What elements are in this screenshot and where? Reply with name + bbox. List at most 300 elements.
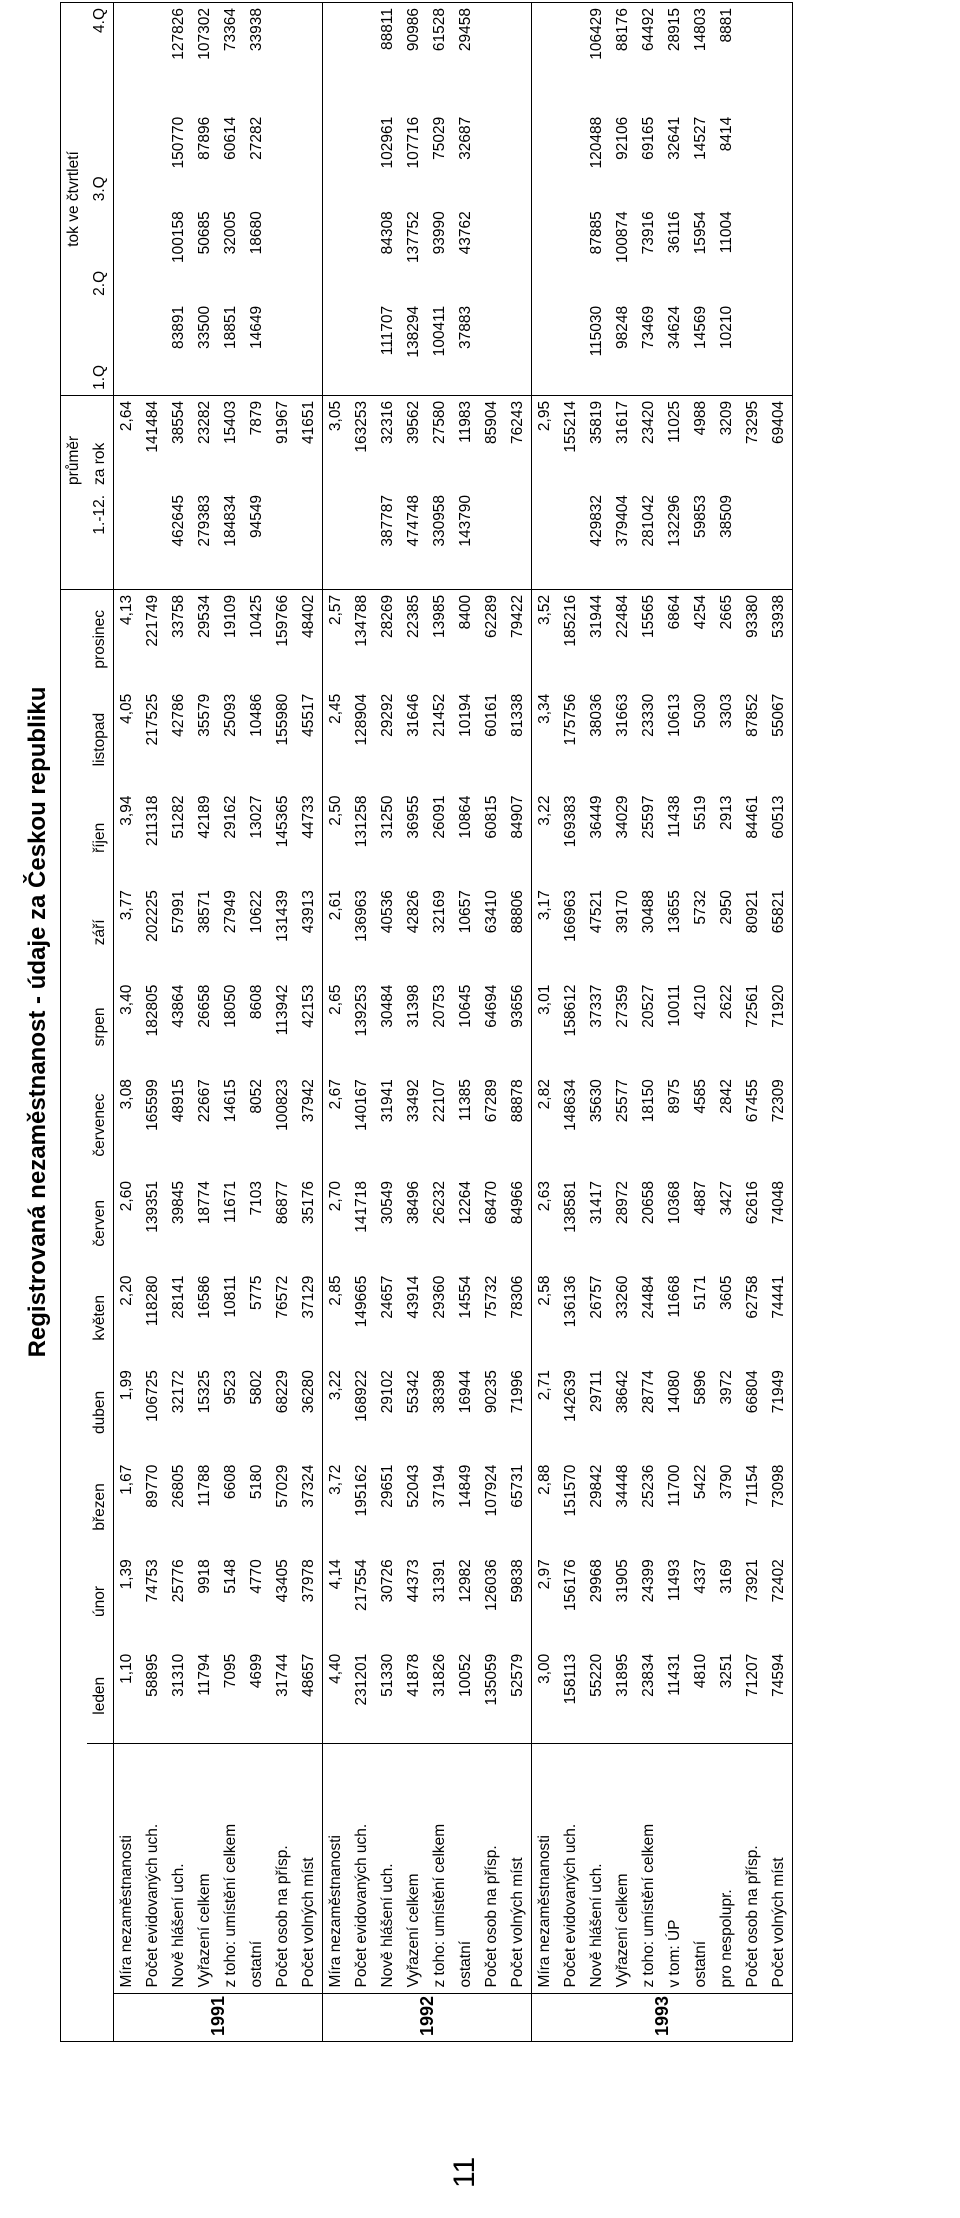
year-average: 163253 [353,400,370,453]
month-value: 3790 [718,1464,735,1500]
month-value: 68229 [274,1370,291,1414]
month-value: 24657 [379,1275,396,1319]
header-month: listopad [87,689,114,791]
table-row [558,3,584,2042]
header-month: březen [87,1460,114,1555]
row-label: Vyřazení celkem [196,1873,213,1988]
row-label: ostatní [248,1940,265,1988]
period-total: 279383 [192,490,218,589]
month-value: 31646 [405,693,422,737]
year-average: 35819 [588,400,605,444]
month-value: 35630 [588,1079,605,1123]
month-value: 75732 [483,1275,500,1319]
month-value: 5171 [692,1275,709,1311]
month-value: 5732 [692,890,709,925]
month-value: 62758 [744,1275,761,1319]
quarter-value: 14649 [244,301,270,396]
period-total [766,490,793,589]
month-value: 31663 [614,693,631,737]
table-row [688,3,714,2042]
quarter-value [270,112,296,207]
quarter-value [740,112,766,207]
quarter-value: 8881 [718,8,735,43]
month-value: 22484 [614,594,631,638]
month-value: 35176 [300,1181,317,1225]
unemployment-table [60,2,793,2042]
year-average: 3,05 [323,395,350,490]
quarter-value [479,3,505,112]
month-value: 182805 [144,984,161,1037]
month-value: 11431 [662,1649,688,1744]
month-value: 2,58 [532,1271,559,1366]
header-month: květen [87,1271,114,1366]
month-value: 202225 [144,890,161,942]
header-row-top [61,3,88,2042]
month-value: 10657 [457,890,474,934]
month-value: 87852 [744,693,761,737]
month-value: 29292 [379,693,396,737]
month-value: 18050 [222,984,239,1028]
month-value: 131258 [353,795,370,848]
month-value: 1,99 [114,1365,141,1460]
month-value: 168922 [353,1370,370,1422]
month-value: 51282 [170,795,187,839]
month-value: 158113 [558,1649,584,1744]
year-average: 32316 [379,400,396,444]
quarter-value [296,301,323,396]
quarter-value [558,301,584,396]
quarter-value [479,206,505,301]
quarter-value: 50685 [196,211,213,255]
month-value: 126036 [483,1559,500,1611]
month-value: 29842 [588,1464,605,1508]
month-value: 20753 [431,984,448,1028]
period-total [323,490,350,589]
quarter-value: 11004 [718,211,735,254]
table-row [740,3,766,2042]
month-value: 43914 [405,1275,422,1319]
header-quarter: 3.Q [87,112,114,207]
month-value: 8975 [666,1079,683,1114]
month-value: 36280 [300,1370,317,1414]
page-title: Registrovaná nezaměstnanost - údaje za Českou republiku [24,686,51,1358]
month-value: 42786 [170,693,187,737]
month-value: 11668 [666,1275,683,1318]
month-value: 39170 [614,890,631,934]
month-value: 12982 [457,1559,474,1603]
header-month: červenec [87,1074,114,1176]
month-value: 16944 [457,1370,474,1414]
month-value: 57991 [170,890,187,934]
month-value: 23834 [636,1649,662,1744]
month-value: 24484 [640,1275,657,1319]
quarter-value: 32005 [222,211,239,255]
quarter-value [296,206,323,301]
quarter-value: 29458 [457,8,474,52]
month-value: 35579 [196,693,213,737]
quarter-value [349,206,375,301]
header-quarter: 4.Q [87,3,114,112]
row-label: Vyřazení celkem [614,1873,631,1988]
month-value: 118280 [144,1275,161,1327]
month-value: 10368 [666,1181,683,1225]
month-value: 44373 [405,1559,422,1603]
month-value: 9918 [196,1559,213,1594]
month-value: 2,20 [114,1271,141,1366]
month-value: 71154 [744,1464,761,1507]
month-value: 3303 [718,693,735,729]
month-value: 65821 [770,890,787,934]
month-value: 27359 [614,984,631,1028]
month-value: 40536 [379,890,396,934]
row-label: Míra nezaměstnanosti [323,1743,350,1993]
month-value: 141718 [353,1181,370,1233]
quarter-value: 102961 [379,116,396,169]
quarter-value: 73469 [636,301,662,396]
quarter-value: 137752 [405,211,422,264]
quarter-value: 28915 [666,8,683,52]
month-value: 185216 [562,594,579,647]
month-value: 2622 [718,984,735,1020]
quarter-value: 64492 [640,8,657,52]
month-value: 3,77 [114,885,141,980]
header-quarter: 2.Q [87,206,114,301]
year-average: 27580 [431,400,448,444]
month-value: 73098 [770,1464,787,1508]
row-label: z toho: umístění celkem [431,1823,448,1988]
quarter-value [349,3,375,112]
row-label: Počet volných míst [509,1857,526,1988]
period-total [270,490,296,589]
month-value: 71207 [740,1649,766,1744]
header-month: září [87,885,114,980]
period-total: 462645 [166,490,192,589]
month-value: 11700 [666,1464,683,1507]
month-value: 29968 [588,1559,605,1603]
month-value: 11671 [222,1181,239,1223]
month-value: 9523 [222,1370,239,1405]
month-value: 10194 [457,693,474,737]
month-value: 31250 [379,795,396,839]
quarter-value: 100411 [427,301,453,396]
quarter-value: 14527 [692,116,709,160]
month-value: 2,50 [323,791,350,886]
month-value: 31826 [427,1649,453,1744]
quarter-value [505,112,532,207]
month-value: 1,39 [114,1554,141,1649]
month-value: 67289 [483,1079,500,1123]
month-value: 2,63 [532,1176,559,1271]
month-value: 48915 [170,1079,187,1123]
header-prumer: průměr [65,435,82,485]
quarter-value: 32641 [666,116,683,160]
month-value: 28972 [614,1181,631,1225]
quarter-value: 14803 [692,8,709,52]
month-value: 31905 [614,1559,631,1603]
month-value: 3,40 [114,980,141,1075]
month-value: 29360 [431,1275,448,1319]
month-value: 28269 [379,594,396,638]
month-value: 73921 [744,1559,761,1603]
month-value: 2913 [718,795,735,831]
month-value: 38496 [405,1181,422,1225]
month-value: 26658 [196,984,213,1028]
month-value: 2,45 [323,689,350,791]
period-total: 474748 [401,490,427,589]
page-number: 11 [448,2156,481,2188]
month-value: 10486 [248,693,265,737]
row-label: Počet volných míst [300,1857,317,1988]
year-average: 73295 [744,400,761,444]
table-row [114,3,141,2042]
month-value: 113942 [274,984,291,1036]
month-value: 37942 [300,1079,317,1123]
month-value: 31310 [166,1649,192,1744]
month-value: 138581 [562,1181,579,1233]
period-total [558,490,584,589]
month-value: 2842 [718,1079,735,1114]
month-value: 30488 [640,890,657,934]
month-value: 76572 [274,1275,291,1319]
month-value: 2,67 [323,1074,350,1176]
month-value: 58895 [140,1649,166,1744]
month-value: 3605 [718,1275,735,1311]
month-value: 158612 [562,984,579,1037]
period-total: 143790 [453,490,479,589]
month-value: 84907 [509,795,526,839]
month-value: 47521 [588,890,605,934]
quarter-value: 98248 [610,301,636,396]
month-value: 60815 [483,795,500,839]
month-value: 3,94 [114,791,141,886]
table-row [349,3,375,2042]
period-total: 281042 [636,490,662,589]
month-value: 44733 [300,795,317,839]
month-value: 42153 [300,984,317,1028]
month-value: 217554 [353,1559,370,1611]
month-value: 24399 [640,1559,657,1603]
quarter-value [140,112,166,207]
month-value: 10811 [222,1275,239,1318]
month-value: 25093 [222,693,239,737]
month-value: 29711 [588,1370,605,1413]
year-average: 41651 [300,400,317,444]
month-value: 4254 [692,594,709,630]
period-total [296,490,323,589]
year-average: 15403 [222,400,239,444]
month-value: 26757 [588,1275,605,1319]
quarter-value [479,112,505,207]
month-value: 26091 [431,795,448,839]
year-average: 85904 [483,400,500,444]
month-value: 28774 [640,1370,657,1414]
header-month: říjen [87,791,114,886]
quarter-value [140,206,166,301]
table-row [401,3,427,2042]
month-value: 1,10 [114,1649,141,1744]
month-value: 79422 [509,594,526,638]
quarter-value [114,112,141,207]
quarter-value [532,206,559,301]
header-month: leden [87,1649,114,1744]
month-value: 42826 [405,890,422,934]
quarter-value [558,3,584,112]
year-average: 7879 [248,400,265,436]
month-value: 36955 [405,795,422,839]
table-row [323,3,350,2042]
quarter-value: 88811 [379,8,396,50]
quarter-value: 84308 [379,211,396,255]
quarter-value: 92106 [614,116,631,160]
month-value: 151570 [562,1464,579,1517]
row-label: Počet evidovaných uch. [144,1823,161,1988]
month-value: 26805 [170,1464,187,1508]
month-value: 29651 [379,1464,396,1508]
month-value: 39845 [170,1181,187,1225]
month-value: 14615 [222,1079,239,1123]
month-value: 43864 [170,984,187,1028]
month-value: 2,82 [532,1074,559,1176]
month-value: 84966 [509,1181,526,1225]
month-value: 67455 [744,1079,761,1123]
month-value: 53938 [770,594,787,638]
quarter-value [479,301,505,396]
month-value: 2,65 [323,980,350,1075]
month-value: 11438 [666,795,683,838]
month-value: 22385 [405,594,422,638]
quarter-value [296,112,323,207]
month-value: 31895 [610,1649,636,1744]
month-value: 55067 [770,693,787,737]
month-value: 3251 [714,1649,740,1744]
month-value: 25597 [640,795,657,839]
period-total: 184834 [218,490,244,589]
period-total [140,490,166,589]
month-value: 74441 [770,1275,787,1319]
quarter-value: 14569 [688,301,714,396]
month-value: 25577 [614,1079,631,1123]
row-label: pro nespolupr. [718,1889,735,1988]
month-value: 4,13 [114,589,141,688]
month-value: 18774 [196,1181,213,1225]
month-value: 148634 [562,1079,579,1131]
quarter-value: 34624 [662,301,688,396]
year-label: 1991 [114,1993,323,2041]
month-value: 14554 [457,1275,474,1319]
table-row [296,3,323,2042]
quarter-value [323,112,350,207]
month-value: 38398 [431,1370,448,1414]
month-value: 71920 [770,984,787,1028]
month-value: 3,01 [532,980,559,1075]
month-value: 18150 [640,1079,657,1123]
period-total [114,490,141,589]
row-label: Počet osob na přísp. [483,1845,500,1988]
month-value: 16586 [196,1275,213,1319]
header-month: prosinec [87,589,114,688]
month-value: 128904 [353,693,370,746]
quarter-value [558,206,584,301]
month-value: 3,08 [114,1074,141,1176]
month-value: 165599 [144,1079,161,1131]
quarter-value [323,3,350,112]
month-value: 74753 [144,1559,161,1603]
month-value: 36449 [588,795,605,839]
quarter-value [558,112,584,207]
quarter-value [270,206,296,301]
month-value: 6608 [222,1464,239,1500]
month-value: 4337 [692,1559,709,1594]
quarter-value: 100874 [614,211,631,264]
month-value: 38642 [614,1370,631,1414]
month-value: 55342 [405,1370,422,1414]
month-value: 10613 [666,693,683,737]
quarter-value: 90986 [405,8,422,52]
month-value: 32169 [431,890,448,934]
month-value: 2,97 [532,1554,559,1649]
month-value: 175756 [562,693,579,746]
row-label: z toho: umístění celkem [222,1823,239,1988]
month-value: 3972 [718,1370,735,1405]
year-average: 2,64 [114,395,141,490]
header-month: srpen [87,980,114,1075]
quarter-value: 150770 [170,116,187,169]
month-value: 30726 [379,1559,396,1603]
month-value: 14080 [666,1370,683,1414]
month-value: 88806 [509,890,526,934]
header-month: únor [87,1554,114,1649]
month-value: 74048 [770,1181,787,1225]
month-value: 52579 [505,1649,532,1744]
month-value: 2,88 [532,1460,559,1555]
year-average: 11025 [666,400,683,443]
month-value: 11788 [196,1464,213,1507]
month-value: 100823 [274,1079,291,1131]
month-value: 60161 [483,693,500,737]
month-value: 6864 [666,594,683,630]
period-total: 59853 [688,490,714,589]
quarter-value [140,301,166,396]
month-value: 145365 [274,795,291,848]
month-value: 5802 [248,1370,265,1405]
row-label: v tom: ÚP [666,1919,683,1988]
period-total: 38509 [714,490,740,589]
month-value: 62289 [483,594,500,638]
month-value: 3,72 [323,1460,350,1555]
quarter-value: 10210 [714,301,740,396]
month-value: 10011 [666,984,683,1027]
quarter-value [740,206,766,301]
month-value: 136136 [562,1275,579,1328]
month-value: 71949 [770,1370,787,1414]
month-value: 2,71 [532,1365,559,1460]
year-average: 155214 [562,400,579,453]
month-value: 13655 [666,890,683,934]
row-label: Nově hlášení uch. [379,1863,396,1988]
month-value: 80921 [744,890,761,934]
month-value: 4770 [248,1559,265,1594]
table-row [453,3,479,2042]
month-value: 217525 [144,693,161,746]
month-value: 89770 [144,1464,161,1508]
period-total [532,490,559,589]
quarter-value: 73916 [640,211,657,255]
quarter-value [270,301,296,396]
month-value: 8400 [457,594,474,630]
month-value: 2,57 [323,589,350,688]
month-value: 64694 [483,984,500,1028]
month-value: 3,22 [323,1365,350,1460]
